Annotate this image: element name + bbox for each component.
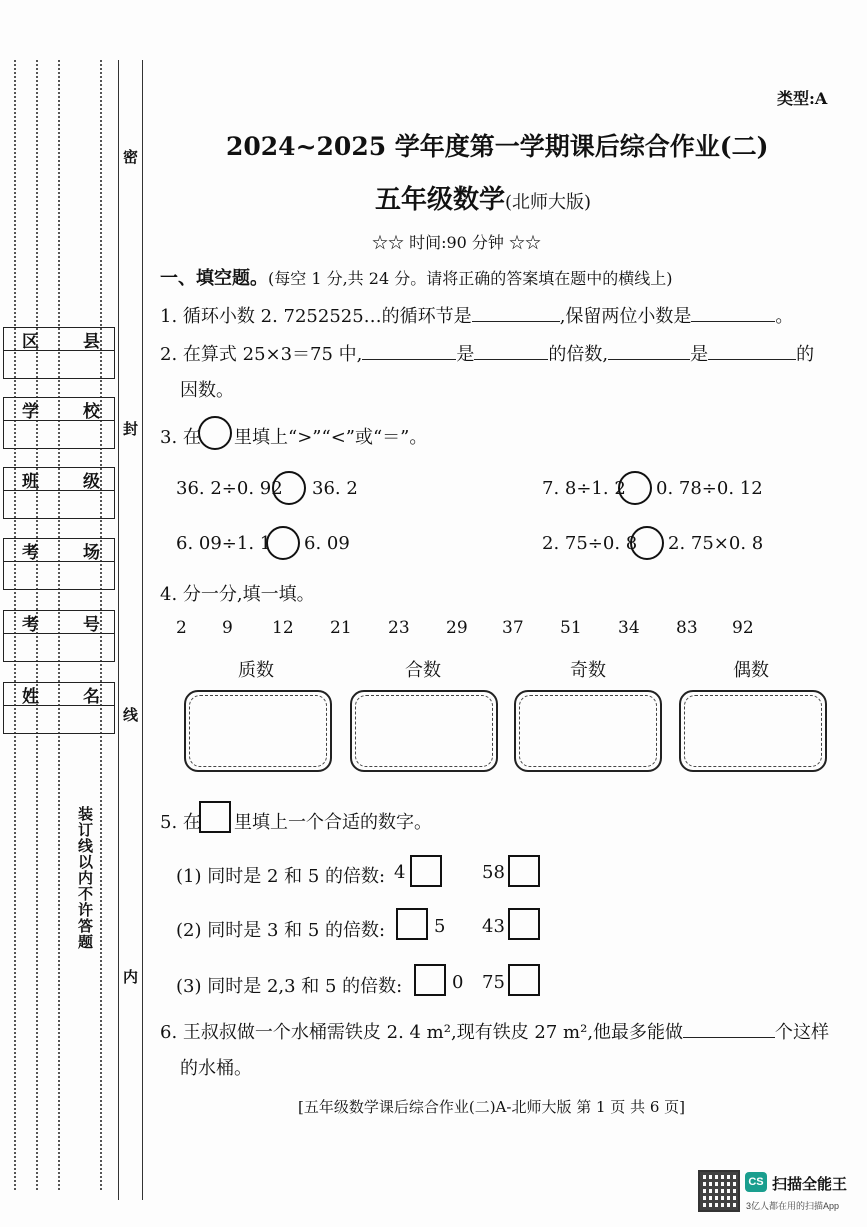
digit-box[interactable]	[508, 964, 540, 996]
compare-right: 36. 2	[312, 478, 358, 499]
school-field[interactable]: 学 校	[3, 397, 115, 457]
category-label-prime: 质数	[238, 660, 274, 681]
field-label: 班	[22, 471, 39, 492]
compare-right: 0. 78÷0. 12	[656, 478, 763, 499]
digit-box[interactable]	[508, 908, 540, 940]
binding-char: 密	[123, 148, 139, 166]
number-item: 51	[560, 618, 582, 638]
type-label: 类型:A	[777, 89, 828, 108]
number-item: 37	[502, 618, 524, 638]
binding-char: 线	[123, 706, 139, 724]
compare-circle[interactable]	[630, 526, 664, 560]
question-3-text: 里填上“>”“<”或“＝”。	[234, 427, 428, 448]
page-title: 2024~2025 学年度第一学期课后综合作业(二)	[226, 132, 769, 161]
field-label: 考	[22, 614, 39, 635]
number-item: 9	[222, 618, 233, 638]
binding-line	[118, 60, 119, 1200]
field-input-box[interactable]	[3, 491, 115, 519]
field-input-box[interactable]	[3, 634, 115, 662]
answer-blank[interactable]	[362, 341, 456, 360]
compare-right: 2. 75×0. 8	[668, 533, 764, 554]
number-item: 34	[618, 618, 640, 638]
compare-circle[interactable]	[266, 526, 300, 560]
compare-left: 2. 75÷0. 8	[542, 533, 638, 554]
binding-char: 封	[123, 420, 139, 438]
field-label: 考	[22, 542, 39, 563]
class-field[interactable]: 班 级	[3, 467, 115, 527]
digit-box[interactable]	[410, 855, 442, 887]
section-header: 一、填空题。(每空 1 分,共 24 分。请将正确的答案填在题中的横线上)	[160, 268, 673, 289]
qr-code-icon	[698, 1170, 740, 1212]
composite-answer-box[interactable]	[350, 690, 498, 772]
compare-circle[interactable]	[618, 471, 652, 505]
no-answer-warning: 装订线以内不许答题	[76, 806, 94, 950]
question-6-cont: 的水桶。	[180, 1058, 252, 1079]
compare-left: 7. 8÷1. 2	[542, 478, 626, 499]
field-input-box[interactable]	[3, 562, 115, 590]
q5-row-label: (1) 同时是 2 和 5 的倍数:	[176, 866, 386, 887]
digit-box-sample	[199, 801, 231, 833]
compare-circle-sample	[198, 416, 232, 450]
compare-left: 6. 09÷1. 1	[176, 533, 272, 554]
odd-answer-box[interactable]	[514, 690, 662, 772]
answer-blank[interactable]	[608, 341, 690, 360]
compare-circle[interactable]	[272, 471, 306, 505]
time-line: ☆☆ 时间:90 分钟 ☆☆	[372, 233, 542, 252]
answer-blank[interactable]	[474, 341, 548, 360]
digit-box[interactable]	[414, 964, 446, 996]
question-5-text: 里填上一个合适的数字。	[234, 812, 432, 833]
digit-box[interactable]	[508, 855, 540, 887]
q5-row-label: (2) 同时是 3 和 5 的倍数:	[176, 920, 386, 941]
scanner-logo-icon: CS	[745, 1172, 767, 1192]
category-label-even: 偶数	[733, 660, 769, 681]
field-label: 学	[22, 401, 39, 422]
q5-row-label: (3) 同时是 2,3 和 5 的倍数:	[176, 976, 403, 997]
compare-left: 36. 2÷0. 92	[176, 478, 283, 499]
question-1: 1. 循环小数 2. 7252525…的循环节是 ,保留两位小数是 。	[160, 302, 793, 328]
exam-room-field[interactable]: 考 场	[3, 538, 115, 598]
number-item: 23	[388, 618, 410, 638]
prime-answer-box[interactable]	[184, 690, 332, 772]
number-item: 12	[272, 618, 294, 638]
exam-number-field[interactable]: 考 号	[3, 610, 115, 670]
category-label-odd: 奇数	[570, 660, 606, 681]
question-4: 4. 分一分,填一填。	[160, 584, 315, 605]
name-field[interactable]: 姓 名	[3, 682, 115, 742]
question-5: 5. 在	[160, 812, 201, 833]
binding-char: 内	[123, 968, 139, 986]
scanner-tagline: 3亿人都在用的扫描App	[746, 1201, 840, 1211]
number-item: 29	[446, 618, 468, 638]
question-3: 3. 在	[160, 427, 201, 448]
subject-title: 五年级数学(北师大版)	[375, 185, 592, 215]
page-footer: [五年级数学课后综合作业(二)A-北师大版 第 1 页 共 6 页]	[298, 1098, 686, 1116]
field-input-box[interactable]	[3, 421, 115, 449]
number-item: 83	[676, 618, 698, 638]
even-answer-box[interactable]	[679, 690, 827, 772]
district-field[interactable]: 区 县	[3, 327, 115, 387]
number-item: 92	[732, 618, 754, 638]
number-item: 2	[176, 618, 187, 638]
digit-box[interactable]	[396, 908, 428, 940]
answer-blank[interactable]	[691, 303, 775, 322]
scanner-name: 扫描全能王	[772, 1176, 848, 1193]
compare-right: 6. 09	[304, 533, 350, 554]
question-2: 2. 在算式 25×3＝75 中, 是 的倍数, 是 的	[160, 340, 814, 366]
question-2-cont: 因数。	[180, 380, 234, 401]
field-input-box[interactable]	[3, 706, 115, 734]
field-label: 区	[22, 331, 39, 352]
answer-blank[interactable]	[708, 341, 796, 360]
answer-blank[interactable]	[472, 303, 560, 322]
number-item: 21	[330, 618, 352, 638]
answer-blank[interactable]	[683, 1019, 775, 1038]
field-label: 姓	[22, 686, 39, 707]
question-6: 6. 王叔叔做一个水桶需铁皮 2. 4 m²,现有铁皮 27 m²,他最多能做 个这样	[160, 1018, 829, 1044]
category-label-composite: 合数	[405, 660, 441, 681]
binding-line	[142, 60, 143, 1200]
field-input-box[interactable]	[3, 351, 115, 379]
